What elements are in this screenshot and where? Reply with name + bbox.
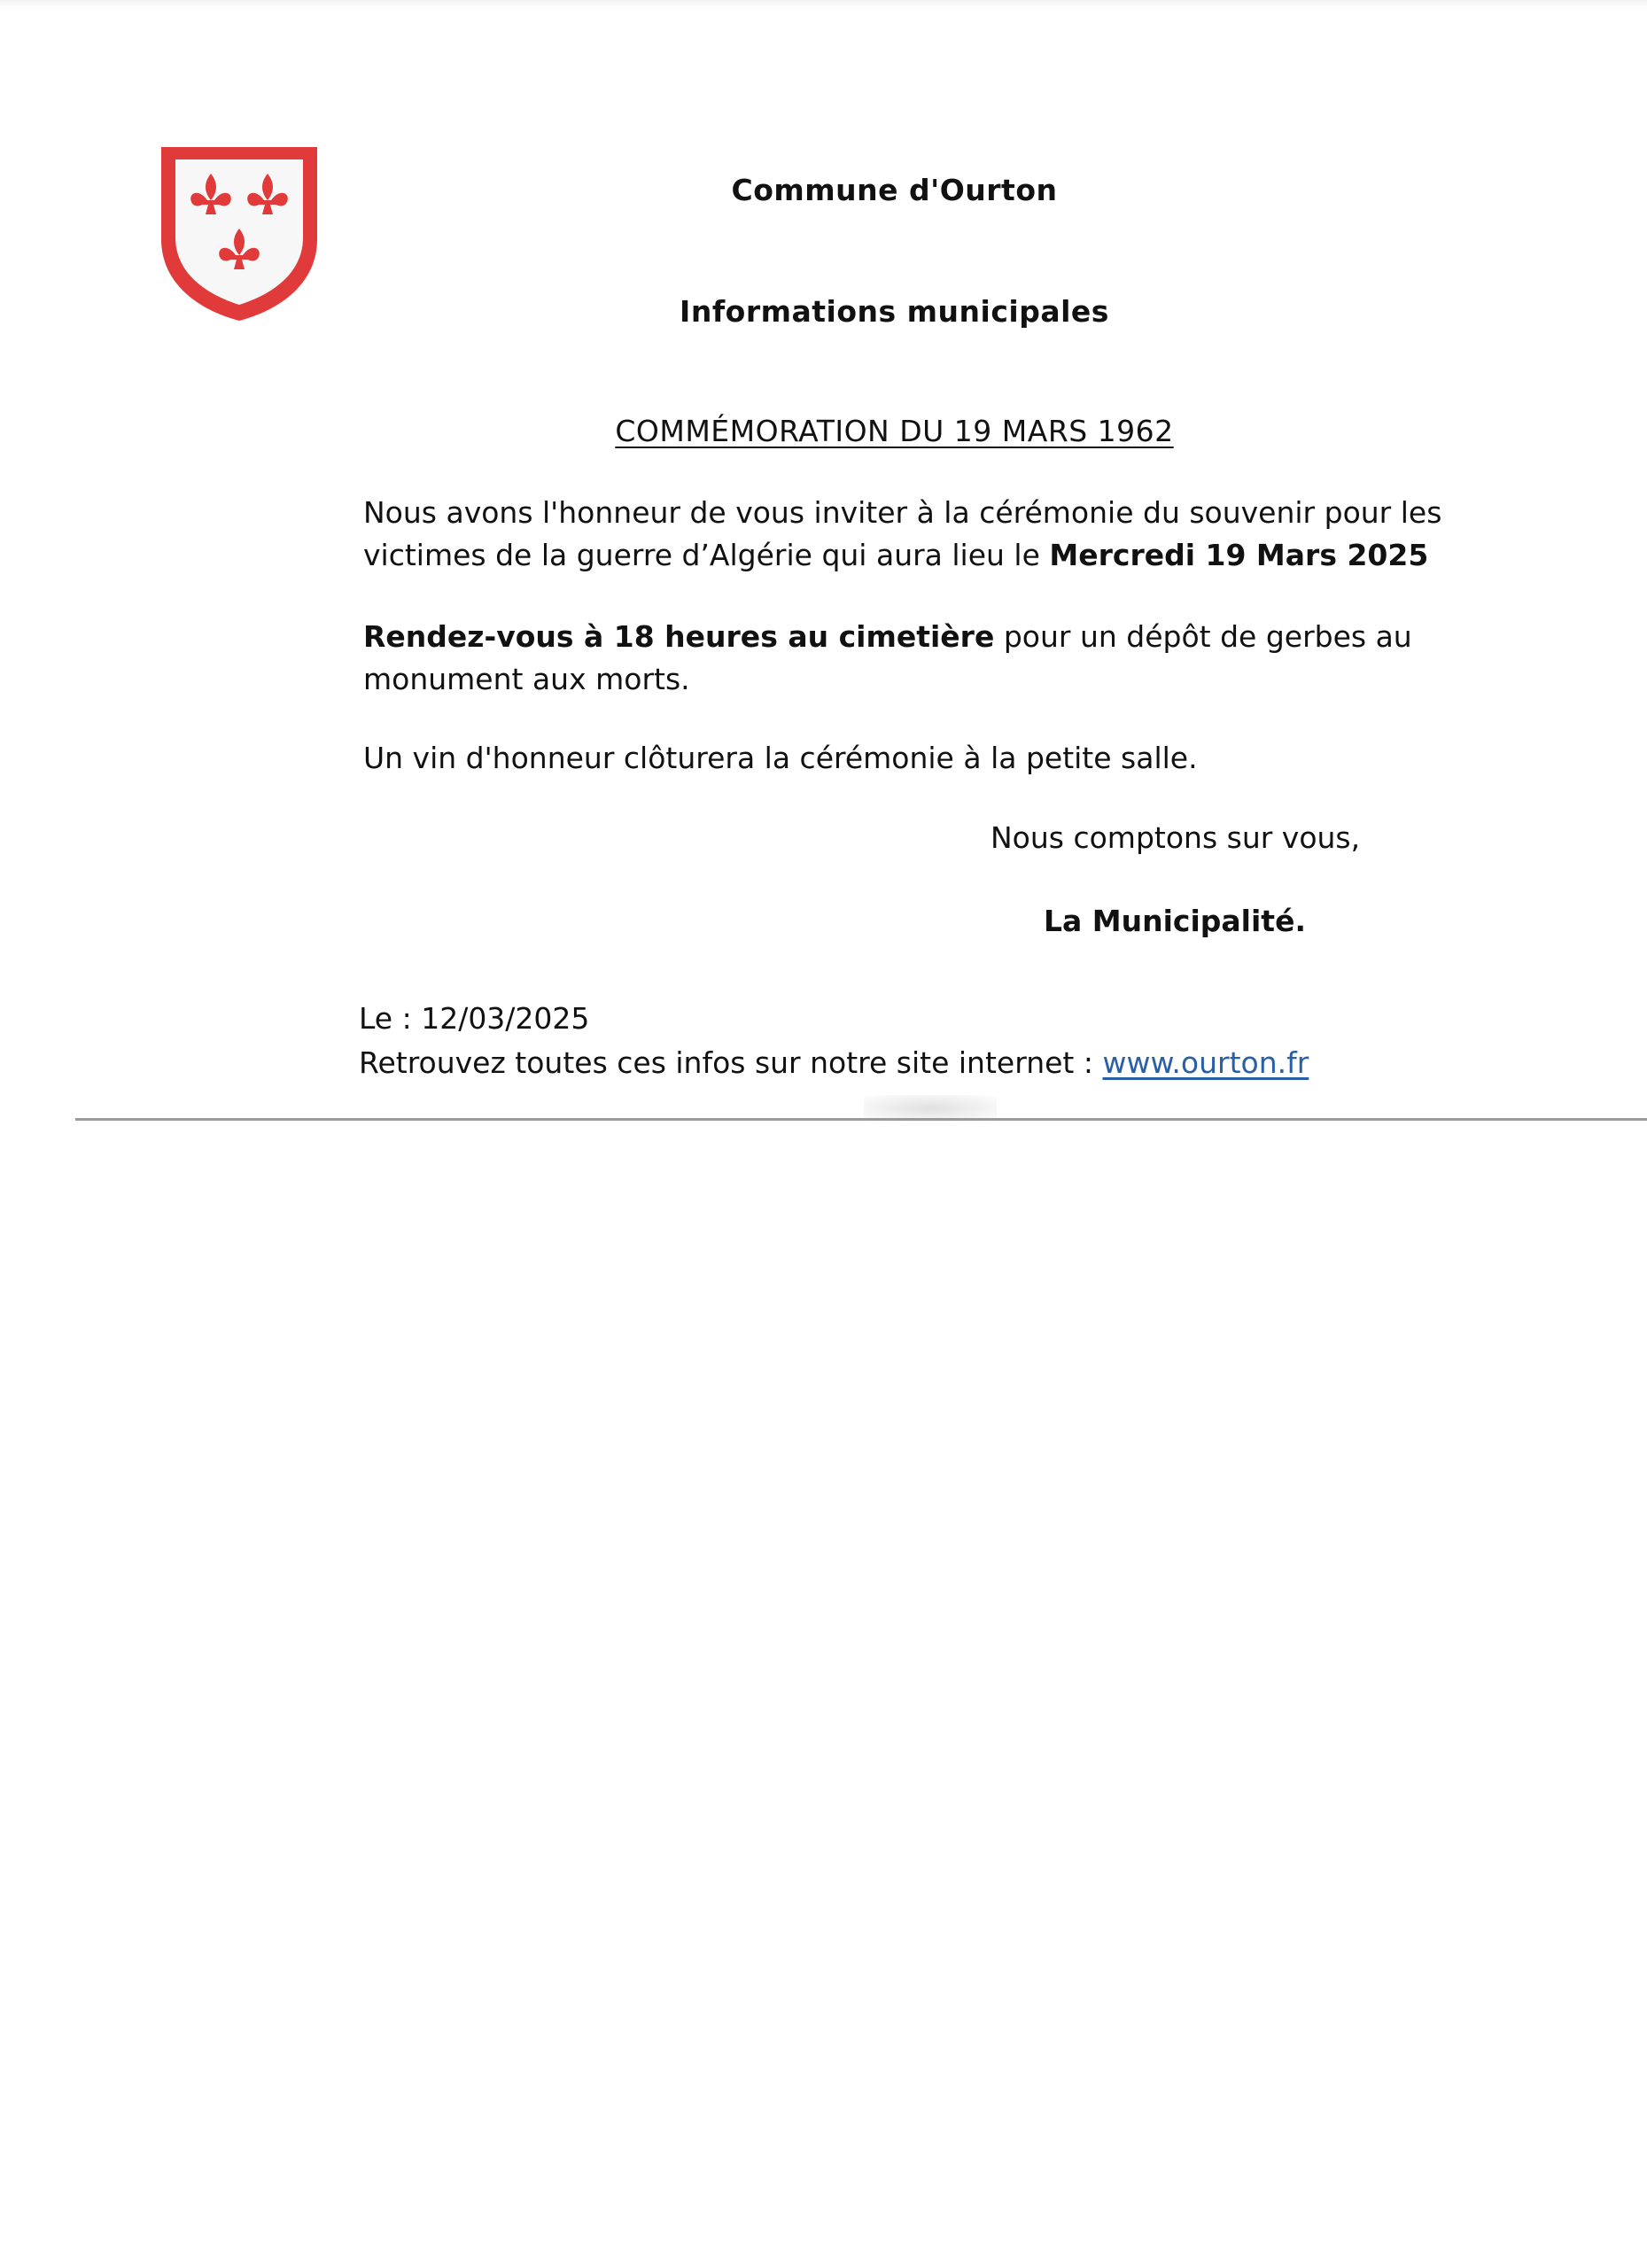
event-title-text: COMMÉMORATION DU 19 MARS 1962 — [615, 414, 1174, 448]
signature: La Municipalité. — [1044, 904, 1307, 938]
invitation-paragraph — [363, 492, 1480, 577]
event-date: Mercredi 19 Mars 2025 — [1049, 538, 1429, 572]
reception-paragraph: Un vin d'honneur clôturera la cérémonie à la petite salle. — [363, 741, 1198, 775]
fold-line — [75, 1118, 1647, 1121]
section-title: Informations municipales — [680, 294, 1109, 329]
event-title — [71, 414, 1647, 448]
website-prefix: Retrouvez toutes ces infos sur notre site internet : — [359, 1045, 1103, 1080]
meeting-text: pour un dépôt de gerbes au monument aux morts. — [363, 619, 1412, 696]
website-line — [359, 1045, 1309, 1080]
meeting-paragraph — [363, 616, 1480, 701]
scan-top-edge — [0, 0, 1647, 9]
meeting-time-place: Rendez-vous à 18 heures au cimetière — [363, 619, 995, 654]
invitation-text: Nous avons l'honneur de vous inviter à la cérémonie du souvenir pour les victimes de la guerre d’Algérie qui aura lieu le — [363, 495, 1442, 572]
website-link[interactable]: www.ourton.fr — [1102, 1045, 1309, 1080]
issue-date: Le : 12/03/2025 — [359, 1001, 590, 1036]
closing-text: Nous comptons sur vous, — [991, 820, 1361, 855]
commune-title: Commune d'Ourton — [731, 173, 1058, 207]
